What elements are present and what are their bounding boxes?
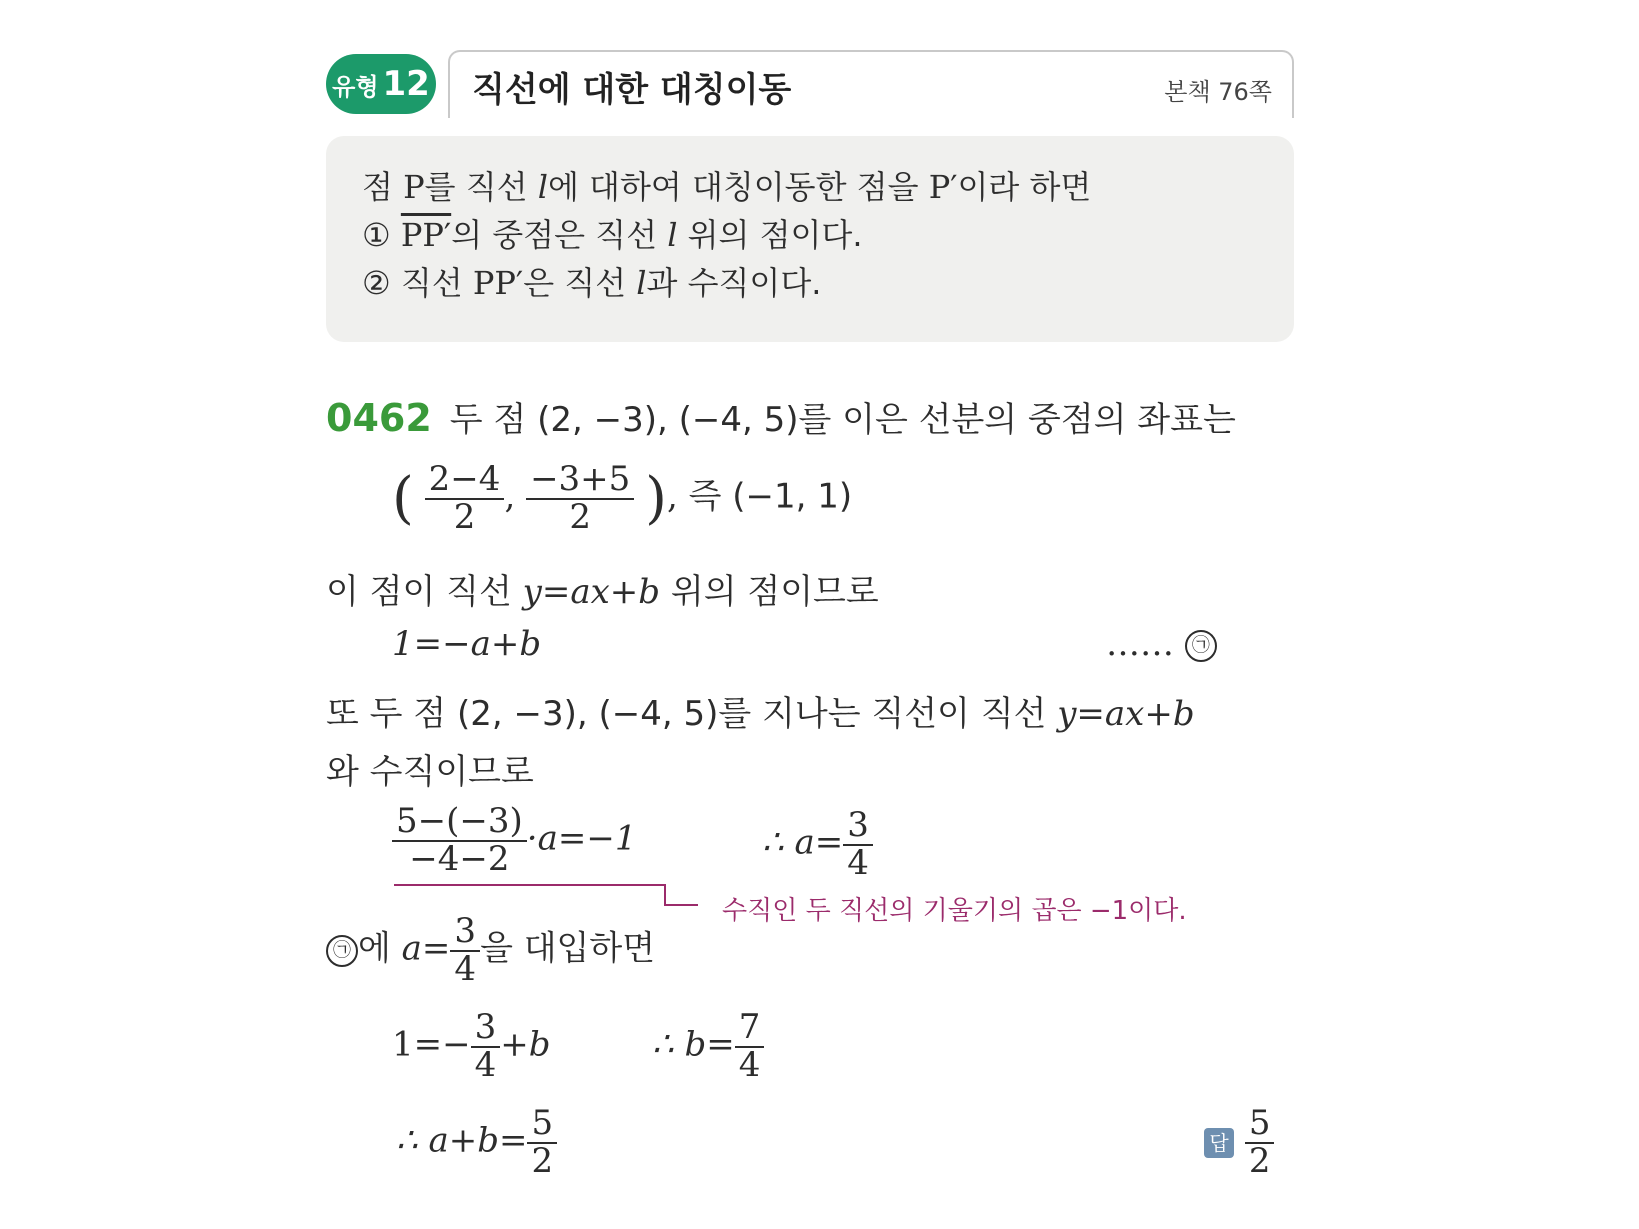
answer-icon: 답 [1204, 1128, 1234, 1158]
solution-line-1: 0462 두 점 (2, −3), (−4, 5)를 이은 선분의 중점의 좌표는 [326, 396, 1236, 440]
concept-line-1: 점 P를 직선 l에 대하여 대칭이동한 점을 P′이라 하면 [362, 168, 1092, 206]
label-giyeok-icon: ㉠ [326, 935, 358, 967]
solution-line-4: 1=−a+b [392, 624, 542, 664]
solution-line-7: $\frac{5-(-3)}{-4-2}$ ·a=−1 [392, 804, 636, 877]
concept-line-3: ② 직선 PP′은 직선 l과 수직이다. [362, 264, 822, 302]
concept-line-2: ① PP′의 중점은 직선 l 위의 점이다. [362, 216, 863, 254]
fraction: $\frac{7}{4}$ [735, 1010, 765, 1083]
problem-number: 0462 [326, 396, 432, 440]
note-pointer-line [664, 904, 698, 906]
final-answer [1204, 1103, 1274, 1181]
note-pointer-line [394, 884, 664, 886]
fraction: $\frac{3}{4}$ [843, 808, 873, 881]
fraction: $\frac{3}{4}$ [450, 914, 480, 987]
solution-line-9-result: ∴ b= $\frac{7}{4}$ [652, 1010, 764, 1083]
fraction: $\frac{5}{2}$ [527, 1106, 557, 1179]
section-header [326, 48, 1294, 120]
solution-line-10: ∴ a+b= $\frac{5}{2}$ [396, 1106, 557, 1179]
fraction: $\frac{2-4}{2}$ [425, 462, 505, 535]
title-box [448, 50, 1294, 118]
solution-line-6: 와 수직이므로 [326, 752, 534, 792]
solution-line-8: ㉠ 에 a= $\frac{3}{4}$ 을 대입하면 [326, 914, 655, 987]
annotation-note: 수직인 두 직선의 기울기의 곱은 −1이다. [722, 896, 1187, 926]
solution-line-5: 또 두 점 (2, −3), (−4, 5)를 지나는 직선이 직선 y=ax+b [326, 694, 1195, 734]
fraction: $\frac{5}{2}$ [1245, 1106, 1275, 1179]
solution-line-9: 1=− $\frac{3}{4}$ +b [392, 1007, 551, 1085]
solution-line-7-result: ∴ a= $\frac{3}{4}$ [762, 808, 873, 881]
label-giyeok-icon: ㉠ [1185, 630, 1217, 662]
solution-line-2: ( $\frac{2-4}{2}$ , $\frac{-3+5}{2}$ ), 즉 (−1, 1) [392, 459, 853, 537]
concept-box [326, 136, 1294, 342]
section-title: 직선에 대한 대칭이동 [472, 70, 792, 110]
fraction: $\frac{3}{4}$ [471, 1010, 501, 1083]
fraction: $\frac{5-(-3)}{-4-2}$ [392, 804, 527, 877]
page-reference: 본책 76쪽 [1164, 78, 1272, 106]
equation-label: …… ㉠ [1106, 624, 1217, 664]
solution-line-3: 이 점이 직선 y=ax+b 위의 점이므로 [326, 572, 879, 612]
note-pointer-line [664, 884, 666, 906]
fraction: $\frac{-3+5}{2}$ [526, 462, 634, 535]
type-badge: 유형 12 [326, 54, 436, 114]
